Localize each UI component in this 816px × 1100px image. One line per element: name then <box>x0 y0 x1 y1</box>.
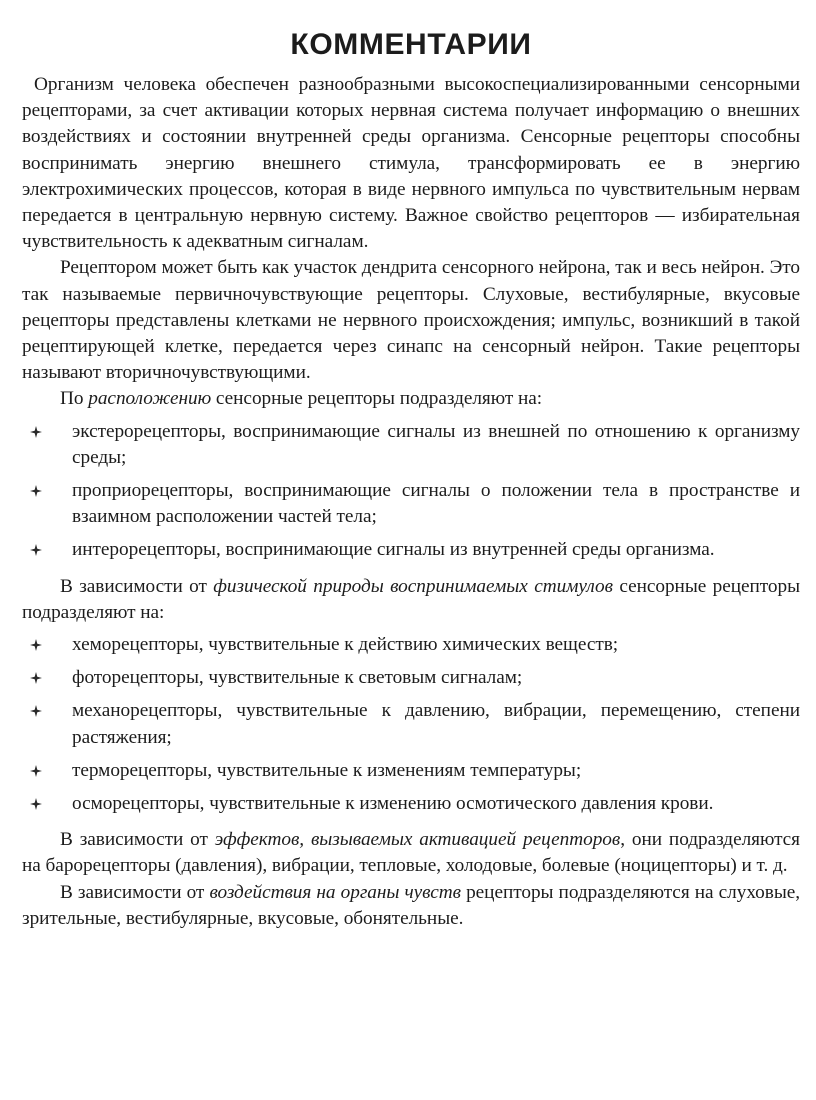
diamond-bullet-icon <box>30 765 42 777</box>
nature-lead <box>22 574 800 626</box>
intro-paragraph-2: Рецептором может быть как участок дендрита сенсорного нейрона, так и весь нейрон. Это так называемые первичночувствующие рецепторы. Слуховые, вестибулярные, вкусовые рецепторы представлены клетками не нервного происхождения; импульс, возникший в такой рецептирующей клетке, передается через синапс на сенсорный нейрон. Такие рецепторы называют вторичночувствующими. <box>22 257 800 384</box>
nature-list <box>22 632 800 817</box>
location-list <box>22 419 800 564</box>
diamond-bullet-icon <box>30 639 42 651</box>
list-item <box>22 791 800 817</box>
organs-lead-italic: воздействия на органы чувств <box>209 881 461 903</box>
diamond-bullet-icon <box>30 705 42 717</box>
list-item-text: проприорецепторы, воспринимающие сигналы о положении тела в пространстве и взаимном расположении частей тела; <box>72 480 800 528</box>
list-item-text: интерорецепторы, воспринимающие сигналы из внутренней среды организма. <box>72 539 715 561</box>
diamond-bullet-icon <box>30 544 42 556</box>
diamond-bullet-icon <box>30 798 42 810</box>
location-lead <box>22 386 800 412</box>
list-item-text: хеморецепторы, чувствительные к действию химических веществ; <box>72 634 619 656</box>
diamond-bullet-icon <box>30 485 42 497</box>
list-item <box>22 632 800 658</box>
effects-lead-italic: эффектов, вызываемых активацией рецепторов <box>214 829 621 851</box>
effects-lead-before: В зависимости от <box>60 829 215 851</box>
page-title: КОММЕНТАРИИ <box>290 28 532 61</box>
nature-lead-before: В зависимости от <box>60 575 214 597</box>
list-item <box>22 419 800 471</box>
diamond-bullet-icon <box>30 426 42 438</box>
list-item-text: терморецепторы, чувствительные к изменениям температуры; <box>72 759 582 781</box>
effects-lead-after: , они подразделяются на барорецепторы (давления), вибрации, тепловые, холодовые, болевые (ноцицепторы) и т. д. <box>22 829 801 877</box>
list-item <box>22 665 800 691</box>
nature-lead-italic: физической природы воспринимаемых стимулов <box>213 575 613 597</box>
location-lead-after: сенсорные рецепторы подразделяют на: <box>211 388 543 410</box>
nature-lead-after: сенсорные рецепторы подразделяют на: <box>22 575 800 623</box>
list-item-text: механорецепторы, чувствительные к давлению, вибрации, перемещению, степени растяжения; <box>72 700 800 748</box>
effects-paragraph <box>22 827 800 879</box>
list-item-text: осморецепторы, чувствительные к изменению осмотического давления крови. <box>72 793 714 815</box>
organs-lead-after: рецепторы подразделяются на слуховые, зрительные, вестибулярные, вкусовые, обонятельные. <box>22 881 801 929</box>
organs-paragraph <box>22 880 800 932</box>
document-page <box>22 26 800 932</box>
list-item <box>22 698 800 750</box>
list-item-text: экстерорецепторы, воспринимающие сигналы из внешней по отношению к организму среды; <box>72 420 800 468</box>
diamond-bullet-icon <box>30 672 42 684</box>
location-lead-italic: расположению <box>88 388 212 410</box>
list-item <box>22 758 800 784</box>
location-lead-before: По <box>60 388 89 410</box>
list-item <box>22 537 800 563</box>
organs-lead-before: В зависимости от <box>60 881 210 903</box>
list-item-text: фоторецепторы, чувствительные к световым сигналам; <box>72 667 523 689</box>
intro-paragraph-1: Организм человека обеспечен разнообразными высокоспециализированными сенсорными рецепторами, за счет активации которых нервная система получает информацию о внешних воздействиях и состоянии внутренней среды организма. Сенсорные рецепторы способны воспринимать энергию внешнего стимула, трансформировать ее в энергию электрохимических процессов, которая в виде нервного импульса по чувствительным нервам передается в центральную нервную систему. Важное свойство рецепторов — избирательная чувствительность к адекватным сигналам. <box>22 74 800 253</box>
list-item <box>22 478 800 530</box>
